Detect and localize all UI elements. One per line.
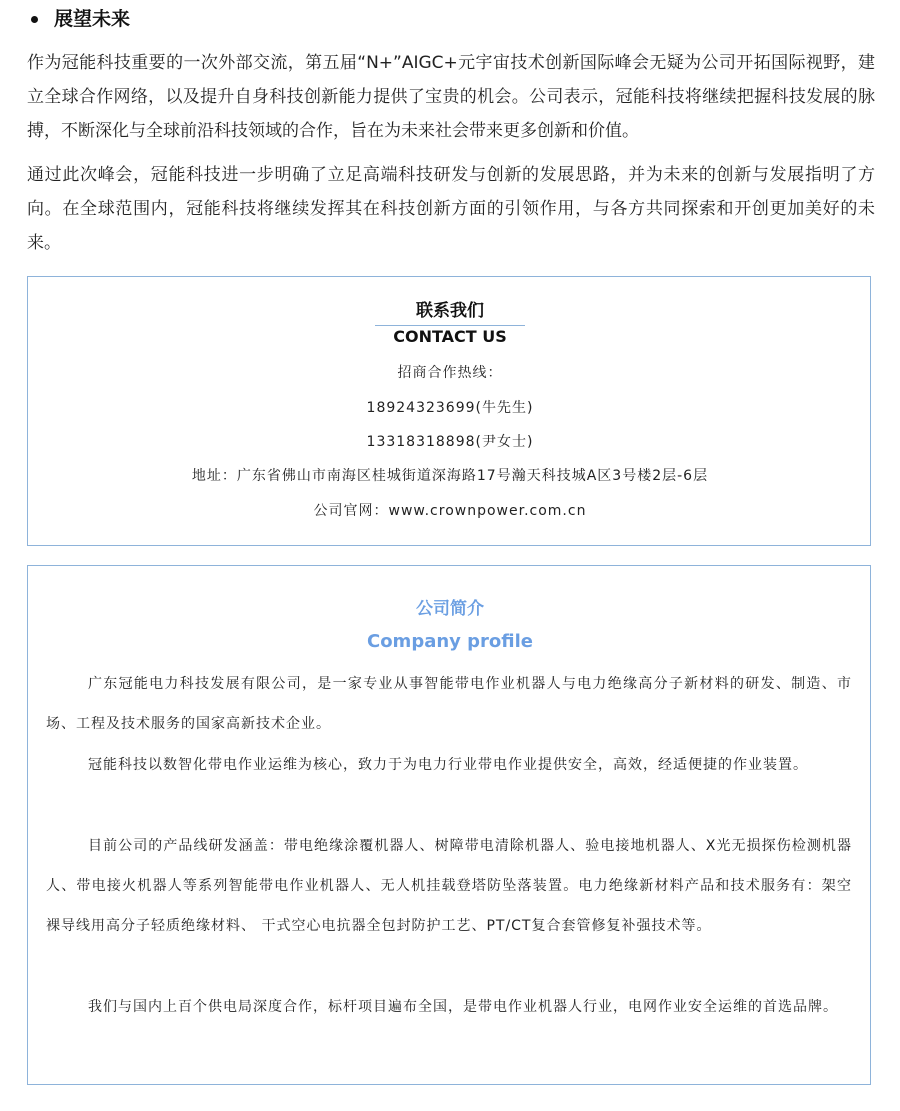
contact-subtitle: CONTACT US [393, 327, 507, 346]
profile-paragraph: 目前公司的产品线研发涵盖：带电绝缘涂覆机器人、树障带电清除机器人、验电接地机器人、X光无损探伤检测机器人、带电接火机器人等系列智能带电作业机器人、无人机挂载登塔防坠落装置。电力绝缘新材料产品和技术服务有：架空裸导线用高分子轻质绝缘材料、 干式空心电抗器全包封防护工艺、PT/CT复合套管修复补强技术等。 [46, 838, 852, 934]
profile-paragraph: 我们与国内上百个供电局深度合作，标杆项目遍布全国，是带电作业机器人行业，电网作业安全运维的首选品牌。 [88, 999, 838, 1015]
address: 地址：广东省佛山市南海区桂城街道深海路17号瀚天科技城A区3号楼2层-6层 [191, 468, 709, 484]
section-heading [27, 5, 130, 33]
body-paragraph: 通过此次峰会，冠能科技进一步明确了立足高端科技研发与创新的发展思路，并为未来的创新与发展指明了方向。在全球范围内，冠能科技将继续发挥其在科技创新方面的引领作用，与各方共同探索和开创更加美好的未来。 [27, 165, 875, 253]
contact-divider [375, 325, 525, 326]
body-paragraph: 作为冠能科技重要的一次外部交流，第五届“N+”AIGC+元宇宙技术创新国际峰会无疑为公司开拓国际视野，建立全球合作网络，以及提升自身科技创新能力提供了宝贵的机会。公司表示，冠能科技将继续把握科技发展的脉搏，不断深化与全球前沿科技领域的合作，旨在为未来社会带来更多创新和价值。 [27, 53, 875, 141]
profile-paragraph: 冠能科技以数智化带电作业运维为核心，致力于为电力行业带电作业提供安全，高效，经适便捷的作业装置。 [88, 757, 808, 773]
profile-subtitle: Company profile [366, 631, 534, 652]
profile-paragraph: 广东冠能电力科技发展有限公司，是一家专业从事智能带电作业机器人与电力绝缘高分子新材料的研发、制造、市场、工程及技术服务的国家高新技术企业。 [46, 676, 852, 732]
bullet-icon [31, 16, 38, 23]
phone-number: 13318318898(尹女士) [366, 434, 534, 450]
profile-title: 公司简介 [416, 599, 484, 619]
contact-title: 联系我们 [416, 301, 484, 321]
section-heading-text: 展望未来 [54, 8, 131, 30]
website: 公司官网：www.crownpower.com.cn [313, 503, 587, 519]
hotline-label: 招商合作热线： [397, 365, 503, 381]
phone-number: 18924323699(牛先生) [366, 400, 534, 416]
